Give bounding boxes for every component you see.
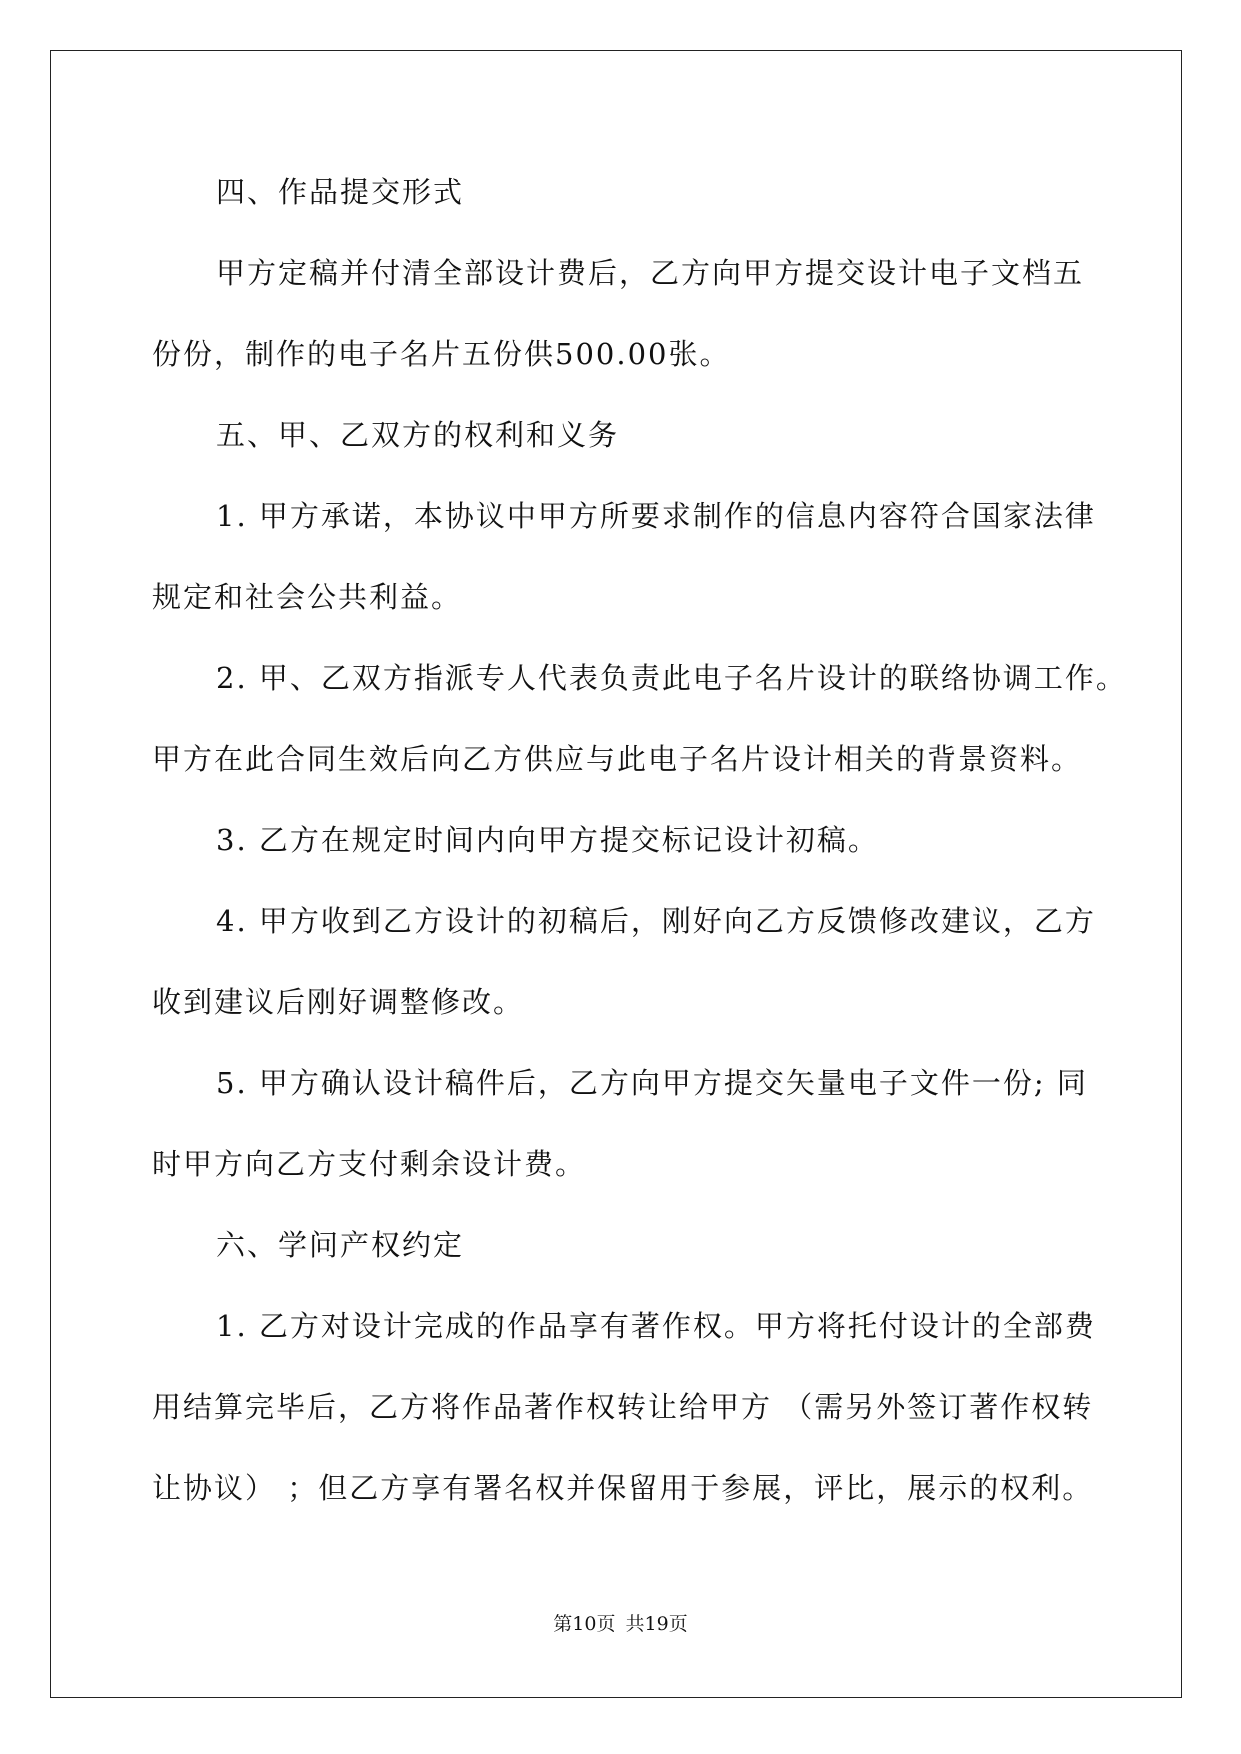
paragraph-line: 用结算完毕后，乙方将作品著作权转让给甲方 （需另外签订著作权转: [152, 1390, 1094, 1424]
paragraph-line: 5. 甲方确认设计稿件后，乙方向甲方提交矢量电子文件一份; 同: [216, 1066, 1088, 1100]
page-footer: [0, 1612, 1241, 1636]
paragraph-line: 规定和社会公共利益。: [152, 580, 463, 614]
page-number: 第10页: [553, 1613, 616, 1635]
section-heading-4: 四、作品提交形式: [216, 175, 465, 209]
section-heading-5: 五、甲、乙双方的权利和义务: [216, 418, 620, 452]
paragraph-line: 1. 甲方承诺，本协议中甲方所要求制作的信息内容符合国家法律: [216, 499, 1096, 533]
paragraph-line: 收到建议后刚好调整修改。: [152, 985, 525, 1019]
paragraph-line: 时甲方向乙方支付剩余设计费。: [152, 1147, 587, 1181]
paragraph-line: 1. 乙方对设计完成的作品享有著作权。甲方将托付设计的全部费: [216, 1309, 1096, 1343]
paragraph-line: 2. 甲、乙双方指派专人代表负责此电子名片设计的联络协调工作。: [216, 661, 1127, 695]
paragraph-line: 让协议） ；但乙方享有署名权并保留用于参展，评比，展示的权利。: [152, 1471, 1094, 1505]
paragraph-line: 甲方在此合同生效后向乙方供应与此电子名片设计相关的背景资料。: [152, 742, 1083, 776]
paragraph-line: 份份，制作的电子名片五份供500.00张。: [152, 337, 731, 371]
paragraph-line: 甲方定稿并付清全部设计费后，乙方向甲方提交设计电子文档五: [216, 256, 1085, 290]
section-heading-6: 六、学问产权约定: [216, 1228, 465, 1262]
page-border: [50, 50, 1182, 1698]
paragraph-line: 3. 乙方在规定时间内向甲方提交标记设计初稿。: [216, 823, 879, 857]
paragraph-line: 4. 甲方收到乙方设计的初稿后，刚好向乙方反馈修改建议，乙方: [216, 904, 1096, 938]
page-total: 共19页: [625, 1613, 688, 1635]
